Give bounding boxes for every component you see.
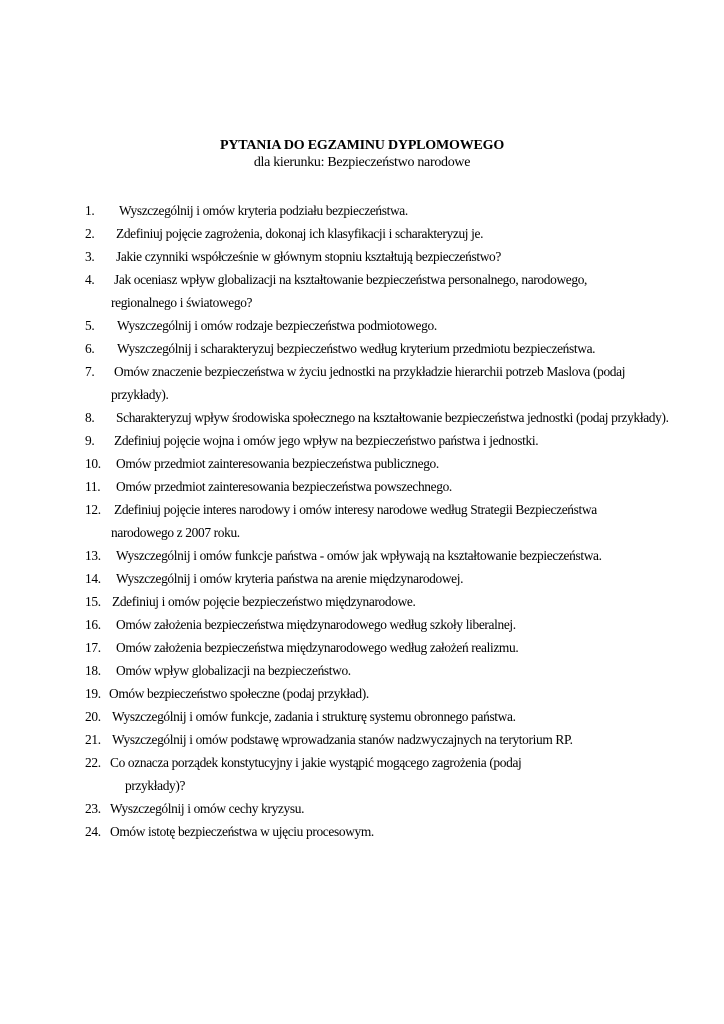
question-number: 18. xyxy=(85,663,101,678)
question-text-continuation: regionalnego i światowego? xyxy=(111,295,253,310)
question-text: Jak oceniasz wpływ globalizacji na kształtowanie bezpieczeństwa personalnego, narodowego, xyxy=(114,272,588,287)
question-number: 22. xyxy=(85,755,101,770)
question-number: 24. xyxy=(85,824,101,839)
question-text: Zdefiniuj pojęcie zagrożenia, dokonaj ich klasyfikacji i scharakteryzuj je. xyxy=(116,226,484,241)
question-number: 10. xyxy=(85,456,101,471)
question-text-continuation: przykłady)? xyxy=(125,778,186,793)
question-text: Wyszczególnij i omów cechy kryzysu. xyxy=(110,801,305,816)
question-number: 2. xyxy=(85,226,95,241)
question-number: 1. xyxy=(85,203,95,218)
question-text: Wyszczególnij i scharakteryzuj bezpieczeństwo według kryterium przedmiotu bezpieczeństwa. xyxy=(117,341,596,356)
question-text: Omów bezpieczeństwo społeczne (podaj przykład). xyxy=(109,686,369,701)
question-text: Omów przedmiot zainteresowania bezpieczeństwa powszechnego. xyxy=(116,479,452,494)
question-text: Omów wpływ globalizacji na bezpieczeństwo. xyxy=(116,663,351,678)
question-text: Wyszczególnij i omów podstawę wprowadzania stanów nadzwyczajnych na terytorium RP. xyxy=(112,732,573,747)
question-text: Wyszczególnij i omów rodzaje bezpieczeństwa podmiotowego. xyxy=(117,318,437,333)
question-number: 21. xyxy=(85,732,101,747)
question-number: 14. xyxy=(85,571,101,586)
question-number: 17. xyxy=(85,640,101,655)
question-number: 4. xyxy=(85,272,95,287)
document-subtitle: dla kierunku: Bezpieczeństwo narodowe xyxy=(253,155,471,170)
question-text: Omów znaczenie bezpieczeństwa w życiu jednostki na przykładzie hierarchii potrzeb Maslova (podaj xyxy=(114,364,626,379)
question-text: Omów założenia bezpieczeństwa międzynarodowego według szkoły liberalnej. xyxy=(116,617,516,632)
question-text: Wyszczególnij i omów kryteria podziału bezpieczeństwa. xyxy=(119,203,408,218)
question-number: 12. xyxy=(85,502,101,517)
question-text: Co oznacza porządek konstytucyjny i jakie wystąpić mogącego zagrożenia (podaj xyxy=(110,755,522,770)
document-title: PYTANIA DO EGZAMINU DYPLOMOWEGO xyxy=(219,138,505,153)
question-number: 23. xyxy=(85,801,101,816)
question-text-continuation: narodowego z 2007 roku. xyxy=(111,525,240,540)
question-number: 3. xyxy=(85,249,95,264)
question-number: 7. xyxy=(85,364,95,379)
question-number: 8. xyxy=(85,410,95,425)
question-text: Omów przedmiot zainteresowania bezpieczeństwa publicznego. xyxy=(116,456,439,471)
question-text: Wyszczególnij i omów kryteria państwa na arenie międzynarodowej. xyxy=(116,571,464,586)
question-number: 11. xyxy=(85,479,101,494)
question-text: Zdefiniuj pojęcie interes narodowy i omów interesy narodowe według Strategii Bezpieczeństwa xyxy=(114,502,597,517)
question-number: 20. xyxy=(85,709,101,724)
question-number: 6. xyxy=(85,341,95,356)
question-text: Omów założenia bezpieczeństwa międzynarodowego według założeń realizmu. xyxy=(116,640,519,655)
question-number: 5. xyxy=(85,318,95,333)
question-text: Zdefiniuj i omów pojęcie bezpieczeństwo międzynarodowe. xyxy=(112,594,416,609)
question-number: 19. xyxy=(85,686,101,701)
question-text: Zdefiniuj pojęcie wojna i omów jego wpływ na bezpieczeństwo państwa i jednostki. xyxy=(114,433,539,448)
question-text: Wyszczególnij i omów funkcje państwa - omów jak wpływają na kształtowanie bezpieczeństwa. xyxy=(116,548,602,563)
question-number: 13. xyxy=(85,548,101,563)
question-number: 15. xyxy=(85,594,101,609)
question-number: 9. xyxy=(85,433,95,448)
question-text: Jakie czynniki współcześnie w głównym stopniu kształtują bezpieczeństwo? xyxy=(116,249,501,264)
question-text: Wyszczególnij i omów funkcje, zadania i strukturę systemu obronnego państwa. xyxy=(112,709,516,724)
question-number: 16. xyxy=(85,617,101,632)
question-text: Scharakteryzuj wpływ środowiska społecznego na kształtowanie bezpieczeństwa jednostki (podaj przykłady). xyxy=(116,410,669,425)
question-text-continuation: przykłady). xyxy=(111,387,169,402)
question-text: Omów istotę bezpieczeństwa w ujęciu procesowym. xyxy=(110,824,374,839)
